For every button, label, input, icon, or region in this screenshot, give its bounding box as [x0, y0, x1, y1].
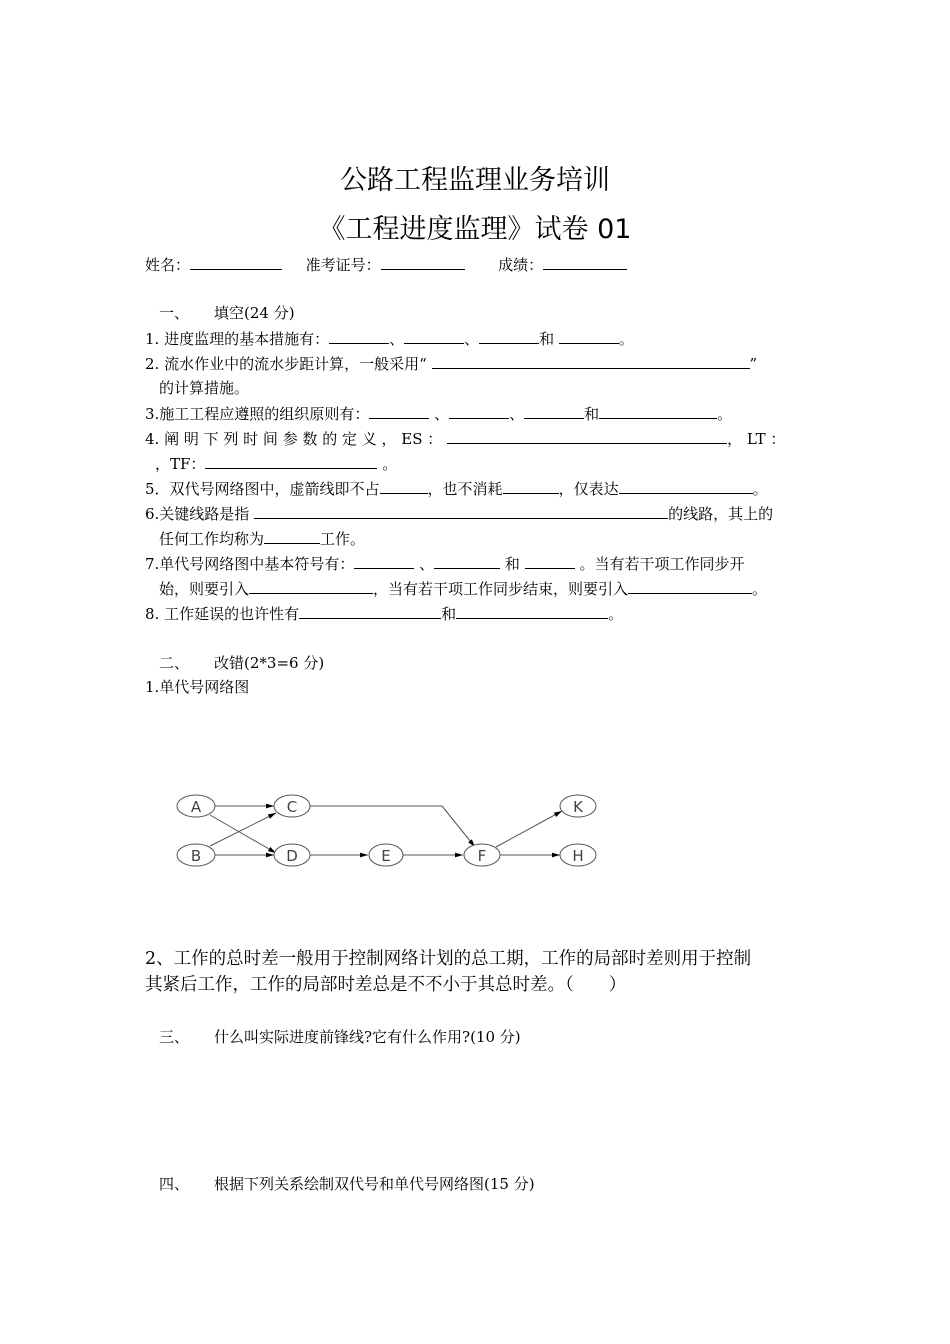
node-label: D [286, 847, 298, 865]
answer-blank[interactable] [559, 328, 619, 344]
answer-blank[interactable] [369, 403, 429, 419]
node-label: B [190, 847, 202, 865]
section-3-heading: 三、 什么叫实际进度前锋线?它有什么作用?(10 分) [159, 1028, 521, 1046]
question-1-3: 3.施工工程应遵照的组织原则有： 、 、 和 。 [145, 405, 733, 423]
id-blank[interactable] [381, 254, 465, 270]
answer-blank[interactable] [619, 478, 753, 494]
question-2-2-line2: 其紧后工作，工作的局部时差总是不不小于其总时差。（ ） [145, 975, 627, 995]
single-code-network-diagram [170, 785, 610, 880]
answer-blank[interactable] [249, 578, 373, 594]
answer-blank[interactable] [479, 328, 539, 344]
answer-blank[interactable] [264, 528, 320, 544]
edge-a-d [210, 815, 276, 853]
answer-blank[interactable] [299, 603, 441, 619]
page-subtitle: 《工程进度监理》试卷 01 [318, 214, 632, 245]
question-1-1: 1. 进度监理的基本措施有： 、 、 和 。 [145, 330, 634, 348]
answer-blank[interactable] [599, 403, 717, 419]
answer-blank[interactable] [329, 328, 389, 344]
question-2-2-line1: 2、工作的总时差一般用于控制网络计划的总工期，工作的局部时差则用于控制 [145, 949, 752, 969]
edge-b-c [210, 813, 276, 846]
answer-blank[interactable] [434, 553, 500, 569]
answer-blank[interactable] [205, 453, 377, 469]
name-blank[interactable] [190, 254, 282, 270]
answer-blank[interactable] [380, 478, 428, 494]
section-4-heading: 四、 根据下列关系绘制双代号和单代号网络图(15 分) [159, 1175, 535, 1193]
answer-blank[interactable] [503, 478, 559, 494]
page-title: 公路工程监理业务培训 [340, 165, 610, 196]
answer-blank[interactable] [404, 328, 464, 344]
edge-f-k [496, 811, 562, 847]
answer-blank[interactable] [449, 403, 509, 419]
answer-blank[interactable] [432, 353, 750, 369]
question-1-7: 7.单代号网络图中基本符号有： 、 和 。当有若干项工作同步开 [145, 555, 745, 573]
answer-blank[interactable] [456, 603, 608, 619]
node-label: H [572, 847, 584, 865]
section-1-heading: 一、 填空(24 分) [159, 304, 295, 322]
section-2-heading: 二、 改错(2*3=6 分) [159, 654, 325, 672]
node-label: A [190, 798, 202, 816]
edge-c-f-b [442, 806, 475, 847]
question-1-8: 8. 工作延误的也许性有 和 。 [145, 605, 624, 623]
question-1-2-cont: 的计算措施。 [159, 379, 250, 397]
question-1-4-cont: ，TF： 。 [155, 455, 398, 473]
question-1-5: 5．双代号网络图中，虚箭线即不占 ，也不消耗 ，仅表达 。 [145, 480, 768, 498]
name-label: 姓名： [145, 256, 191, 274]
candidate-info-row [145, 254, 627, 275]
score-label: 成绩： [498, 256, 544, 274]
question-1-7-cont: 始，则要引入 ，当有若干项工作同步结束，则要引入 。 [159, 580, 768, 598]
question-1-4: 4. 阐 明 下 列 时 间 参 数 的 定 义 ， ES ： ， LT ： [145, 430, 786, 448]
answer-blank[interactable] [254, 503, 668, 519]
node-label: K [573, 798, 583, 816]
node-label: E [381, 847, 391, 865]
node-label: F [477, 847, 487, 865]
answer-blank[interactable] [525, 553, 575, 569]
answer-blank[interactable] [447, 428, 727, 444]
node-label: C [286, 798, 298, 816]
question-1-6: 6.关键线路是指 的线路，其上的 [145, 505, 774, 523]
answer-blank[interactable] [354, 553, 414, 569]
question-1-2: 2. 流水作业中的流水步距计算，一般采用“ ” [145, 355, 758, 373]
id-label: 准考证号： [305, 256, 381, 274]
answer-blank[interactable] [628, 578, 752, 594]
question-2-1: 1.单代号网络图 [145, 678, 250, 696]
answer-blank[interactable] [524, 403, 584, 419]
question-1-6-cont: 任何工作均称为 工作。 [159, 530, 366, 548]
score-blank[interactable] [543, 254, 627, 270]
